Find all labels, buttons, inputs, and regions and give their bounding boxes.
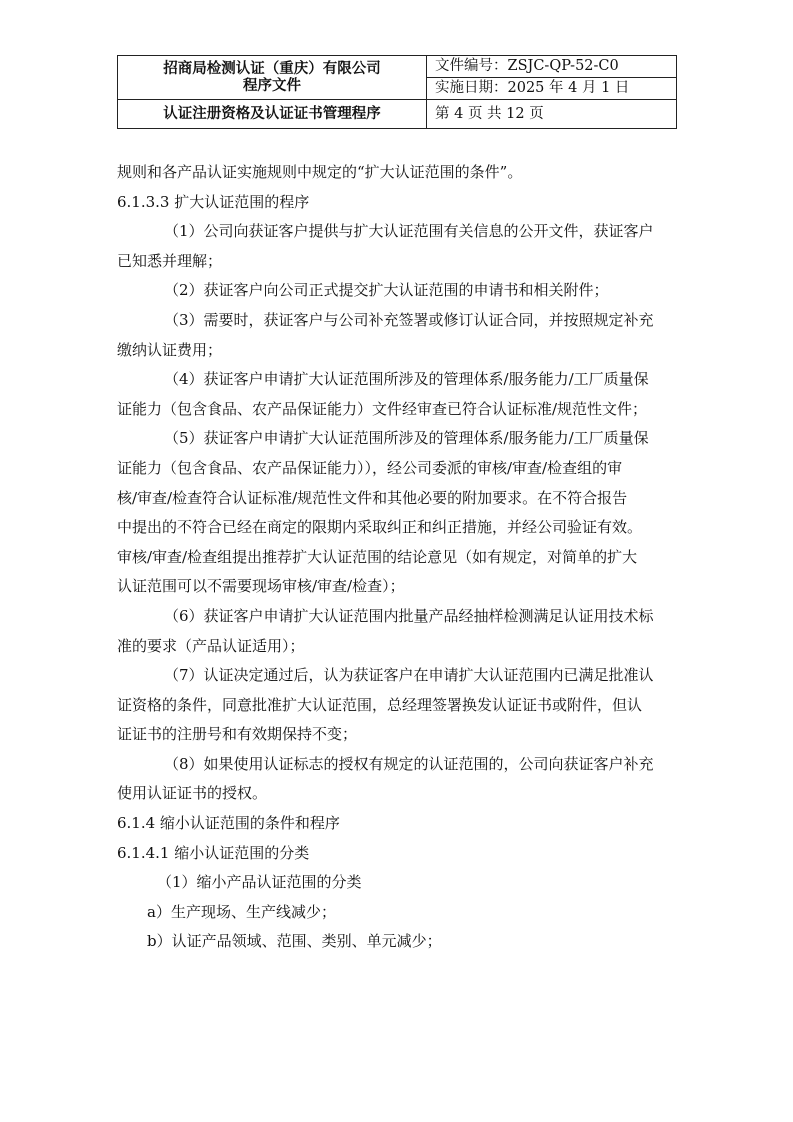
- text-line: 审核/审查/检查组提出推荐扩大认证范围的结论意见（如有规定，对简单的扩大: [117, 547, 638, 566]
- section-heading: 6.1.3.3 扩大认证范围的程序: [117, 192, 310, 211]
- document-type: 程序文件: [243, 77, 301, 94]
- text-line: （1）公司向获证客户提供与扩大认证范围有关信息的公开文件，获证客户: [164, 222, 654, 241]
- list-item: b）认证产品领域、范围、类别、单元减少；: [147, 932, 442, 951]
- text-line: （4）获证客户申请扩大认证范围所涉及的管理体系/服务能力/工厂质量保: [164, 370, 649, 389]
- text-line: （5）获证客户申请扩大认证范围所涉及的管理体系/服务能力/工厂质量保: [164, 429, 649, 448]
- procedure-title: 认证注册资格及认证证书管理程序: [118, 100, 427, 129]
- text-line: （7）认证决定通过后，认为获证客户在申请扩大认证范围内已满足批准认: [164, 666, 654, 685]
- text-line: （1）缩小产品认证范围的分类: [157, 873, 362, 892]
- text-line: （3）需要时，获证客户与公司补充签署或修订认证合同，并按照规定补充: [164, 310, 654, 329]
- effective-date: 实施日期：2025 年 4 月 1 日: [427, 78, 677, 100]
- text-line: 证能力（包含食品、农产品保证能力）），经公司委派的审核/审查/检查组的审: [117, 458, 623, 477]
- document-header-table: [117, 55, 677, 129]
- text-line: 证资格的条件，同意批准扩大认证范围，总经理签署换发认证证书或附件，但认: [117, 695, 643, 714]
- text-line: （6）获证客户申请扩大认证范围内批量产品经抽样检测满足认证用技术标: [164, 606, 654, 625]
- text-line: 规则和各产品认证实施规则中规定的“扩大认证范围的条件”。: [117, 163, 523, 181]
- page-number: 第 4 页 共 12 页: [427, 100, 677, 129]
- text-line: 使用认证证书的授权。: [117, 784, 268, 803]
- header-company-cell: [118, 56, 427, 100]
- document-body: [117, 158, 677, 957]
- section-heading: 6.1.4.1 缩小认证范围的分类: [117, 843, 310, 862]
- section-heading: 6.1.4 缩小认证范围的条件和程序: [117, 814, 340, 833]
- text-line: 缴纳认证费用；: [117, 340, 223, 359]
- company-name: 招商局检测认证（重庆）有限公司: [163, 60, 381, 77]
- text-line: （2）获证客户向公司正式提交扩大认证范围的申请书和相关附件；: [164, 281, 609, 300]
- text-line: 中提出的不符合已经在商定的限期内采取纠正和纠正措施，并经公司验证有效。: [117, 518, 643, 537]
- text-line: 已知悉并理解；: [117, 251, 223, 270]
- text-line: 准的要求（产品认证适用）；: [117, 636, 305, 655]
- text-line: 证能力（包含食品、农产品保证能力）文件经审查已符合认证标准/规范性文件；: [117, 399, 648, 418]
- text-line: 证证书的注册号和有效期保持不变；: [117, 725, 358, 744]
- text-line: 认证范围可以不需要现场审核/审查/检查）；: [117, 577, 405, 596]
- list-item: a）生产现场、生产线减少；: [147, 902, 336, 921]
- text-line: 核/审查/检查符合认证标准/规范性文件和其他必要的附加要求。在不符合报告: [117, 488, 628, 507]
- text-line: （8）如果使用认证标志的授权有规定的认证范围的，公司向获证客户补充: [164, 754, 654, 773]
- document-number: 文件编号：ZSJC-QP-52-C0: [427, 56, 677, 78]
